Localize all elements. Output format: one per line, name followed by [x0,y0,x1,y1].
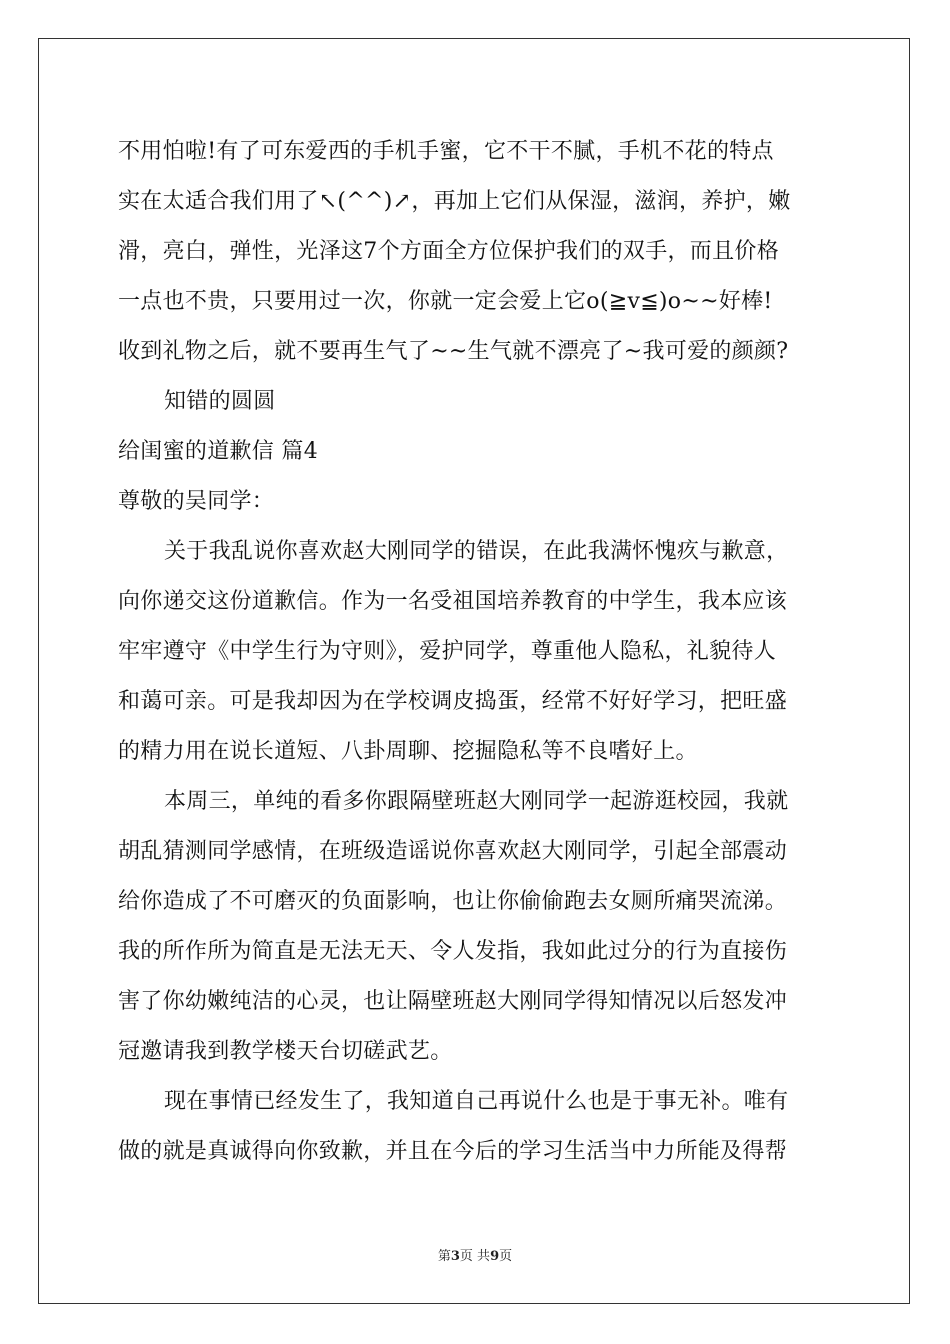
salutation: 尊敬的吴同学： [118,489,275,514]
page-number-current: 3 [450,1249,460,1264]
paragraph-line: 的精力用在说长道短、八卦周聊、挖掘隐私等不良嗜好上。 [118,739,698,764]
paragraph-line: 向你递交这份道歉信。作为一名受祖国培养教育的中学生，我本应该 [118,589,788,614]
paragraph-line: 实在太适合我们用了↖(^^)↗，再加上它们从保湿，滋润，养护，嫩 [118,189,791,214]
document-body [118,127,834,1177]
paragraph-line: 冠邀请我到教学楼天台切磋武艺。 [118,1039,453,1064]
page-number-mid: 页 共 [459,1249,491,1264]
signature: 知错的圆圆 [164,389,276,414]
page-number-total: 9 [490,1249,500,1264]
paragraph-line: 现在事情已经发生了，我知道自己再说什么也是于事无补。唯有 [164,1089,789,1114]
paragraph-line: 不用怕啦!有了可东爱西的手机手蜜，它不干不腻，手机不花的特点 [118,139,774,164]
section-heading: 给闺蜜的道歉信 篇4 [118,439,318,464]
paragraph-line: 害了你幼嫩纯洁的心灵，也让隔壁班赵大刚同学得知情况以后怒发冲 [118,989,788,1014]
page-number-prefix: 第 [437,1249,451,1264]
page-number-suffix: 页 [499,1249,513,1264]
paragraph-line: 胡乱猜测同学感情，在班级造谣说你喜欢赵大刚同学，引起全部震动 [118,839,788,864]
page-footer [0,1245,950,1264]
paragraph-line: 牢牢遵守《中学生行为守则》，爱护同学，尊重他人隐私，礼貌待人 [118,639,777,664]
paragraph-line: 本周三，单纯的看多你跟隔壁班赵大刚同学一起游逛校园，我就 [164,789,789,814]
paragraph-line: 一点也不贵，只要用过一次，你就一定会爱上它o(≧v≦)o~~好棒! [118,289,773,314]
paragraph-line: 给你造成了不可磨灭的负面影响，也让你偷偷跑去女厕所痛哭流涕。 [118,889,788,914]
paragraph-line: 和蔼可亲。可是我却因为在学校调皮捣蛋，经常不好好学习，把旺盛 [118,689,788,714]
paragraph-line: 滑，亮白，弹性，光泽这7个方面全方位保护我们的双手，而且价格 [118,239,779,264]
paragraph-line: 我的所作所为简直是无法无天、令人发指，我如此过分的行为直接伤 [118,939,788,964]
paragraph-line: 做的就是真诚得向你致歉，并且在今后的学习生活当中力所能及得帮 [118,1139,788,1164]
paragraph-line: 关于我乱说你喜欢赵大刚同学的错误，在此我满怀愧疚与歉意， [164,539,789,564]
paragraph-line: 收到礼物之后，就不要再生气了~~生气就不漂亮了~我可爱的颜颜? [118,339,789,364]
